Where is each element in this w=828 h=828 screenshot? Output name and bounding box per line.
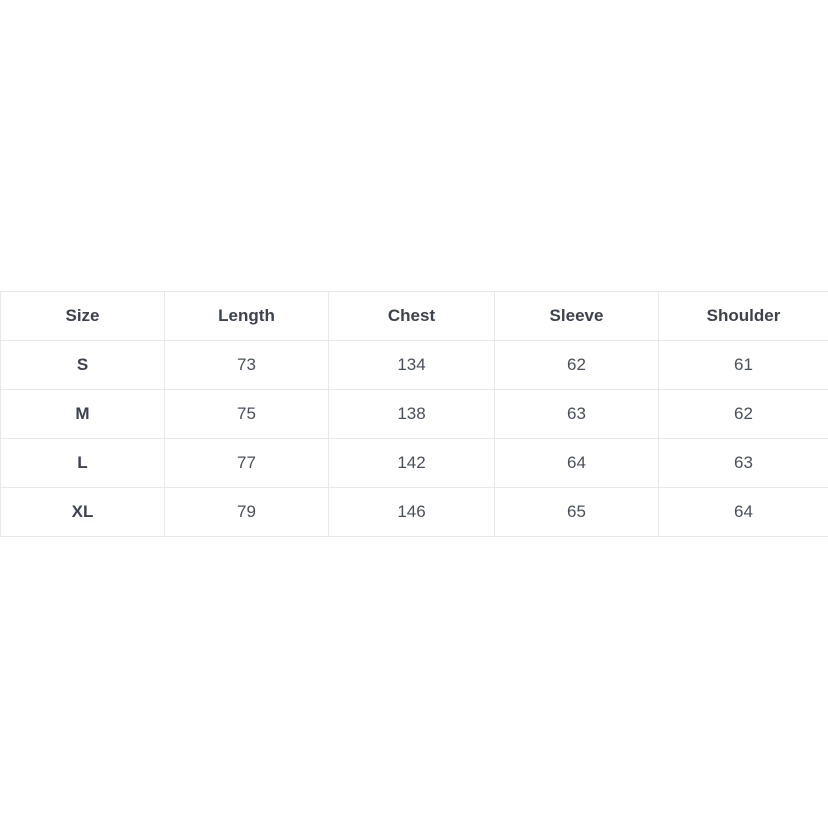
cell-size: M [1, 390, 165, 439]
cell-size: XL [1, 488, 165, 537]
column-header-shoulder: Shoulder [659, 292, 828, 341]
cell-sleeve: 64 [495, 439, 659, 488]
cell-sleeve: 62 [495, 341, 659, 390]
cell-shoulder: 63 [659, 439, 828, 488]
table-header [1, 292, 828, 341]
table-row [1, 488, 828, 537]
cell-shoulder: 62 [659, 390, 828, 439]
cell-size: S [1, 341, 165, 390]
size-chart-table [0, 291, 828, 537]
cell-chest: 146 [329, 488, 495, 537]
cell-size: L [1, 439, 165, 488]
column-header-sleeve: Sleeve [495, 292, 659, 341]
cell-length: 73 [165, 341, 329, 390]
table-row [1, 439, 828, 488]
cell-chest: 134 [329, 341, 495, 390]
cell-length: 77 [165, 439, 329, 488]
table-header-row [1, 292, 828, 341]
column-header-chest: Chest [329, 292, 495, 341]
cell-sleeve: 65 [495, 488, 659, 537]
cell-chest: 138 [329, 390, 495, 439]
cell-sleeve: 63 [495, 390, 659, 439]
size-chart-wrapper [0, 291, 828, 537]
cell-length: 79 [165, 488, 329, 537]
column-header-size: Size [1, 292, 165, 341]
cell-length: 75 [165, 390, 329, 439]
cell-shoulder: 61 [659, 341, 828, 390]
table-row [1, 390, 828, 439]
cell-chest: 142 [329, 439, 495, 488]
table-body [1, 341, 828, 537]
table-row [1, 341, 828, 390]
column-header-length: Length [165, 292, 329, 341]
cell-shoulder: 64 [659, 488, 828, 537]
